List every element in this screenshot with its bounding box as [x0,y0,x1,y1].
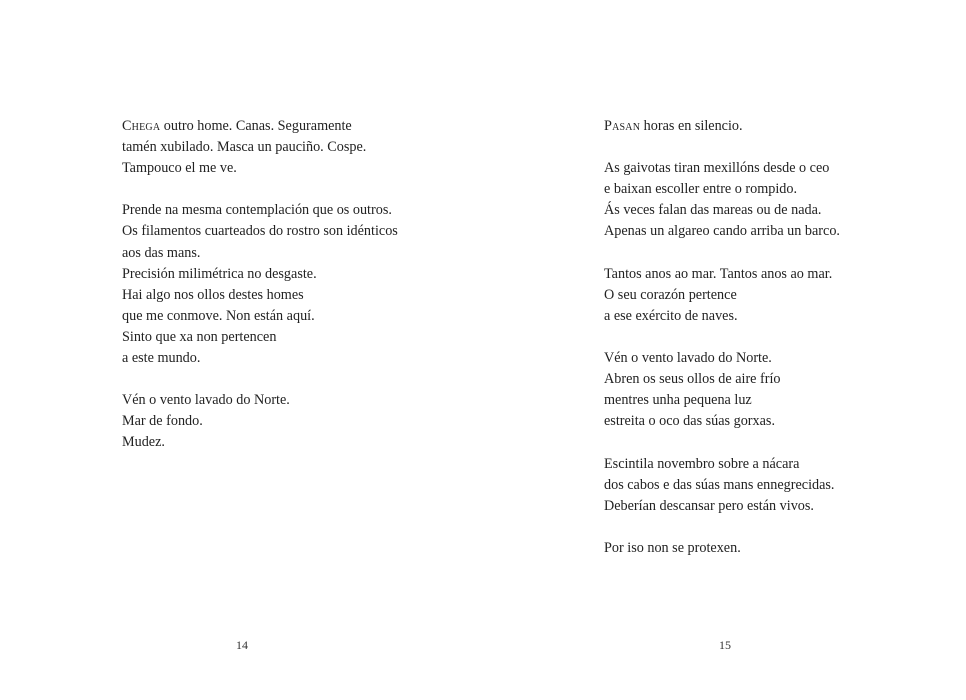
poem-line [122,116,398,137]
poem-line: a ese exército de naves. [604,307,738,324]
poem-line: dos cabos e das súas mans ennegrecidas. [604,476,835,493]
poem-line: Precisión milimétrica no desgaste. [122,265,317,282]
poem-line: Mudez. [122,434,165,451]
poem-line: Ás veces falan das mareas ou de nada. [604,202,822,219]
stanza-break [604,327,840,348]
poem-line: O seu corazón pertence [604,286,737,303]
poem-line: As gaivotas tiran mexillóns desde o ceo [604,160,830,177]
poem-text-right [604,116,840,559]
stanza-break [604,517,840,538]
page-number: 14 [236,638,248,652]
poem-line: Os filamentos cuarteados do rostro son idénticos [122,223,398,240]
poem-line: que me conmove. Non están aquí. [122,307,315,324]
stanza-break [604,137,840,158]
poem-line: Sinto que xa non pertencen [122,328,277,345]
poem-line: Mar de fondo. [122,413,203,430]
stanza-break [122,179,398,200]
right-page [483,0,966,700]
poem-line: Prende na mesma contemplación que os outros. [122,202,392,219]
poem-text-left [122,116,398,454]
poem-line: tamén xubilado. Masca un pauciño. Cospe. [122,139,367,156]
poem-line: a este mundo. [122,350,201,367]
stanza-break [604,432,840,453]
poem-line: estreita o oco das súas gorxas. [604,413,775,430]
poem-line: Vén o vento lavado do Norte. [122,392,290,409]
poem-line: Abren os seus ollos de aire frío [604,371,781,388]
stanza-break [604,243,840,264]
poem-line: aos das mans. [122,244,201,261]
poem-line [604,116,840,137]
poem-line: Tampouco el me ve. [122,160,237,177]
line-text: outro home. Canas. Seguramente [160,118,352,134]
poem-line: Tantos anos ao mar. Tantos anos ao mar. [604,265,833,282]
drop-lead-word: Pasan [604,118,641,134]
poem-line: Apenas un algareo cando arriba un barco. [604,223,840,240]
line-text: horas en silencio. [640,118,743,134]
poem-line: Hai algo nos ollos destes homes [122,286,304,303]
poem-line: Escintila novembro sobre a nácara [604,455,800,472]
poem-line: Vén o vento lavado do Norte. [604,350,772,367]
poem-line: Por iso non se protexen. [604,539,741,556]
poem-line: mentres unha pequena luz [604,392,752,409]
poem-line: e baixan escoller entre o rompido. [604,181,798,198]
stanza-break [122,369,398,390]
page-number: 15 [719,638,731,652]
poem-line: Deberían descansar pero están vivos. [604,497,814,514]
drop-lead-word: Chega [122,118,161,134]
